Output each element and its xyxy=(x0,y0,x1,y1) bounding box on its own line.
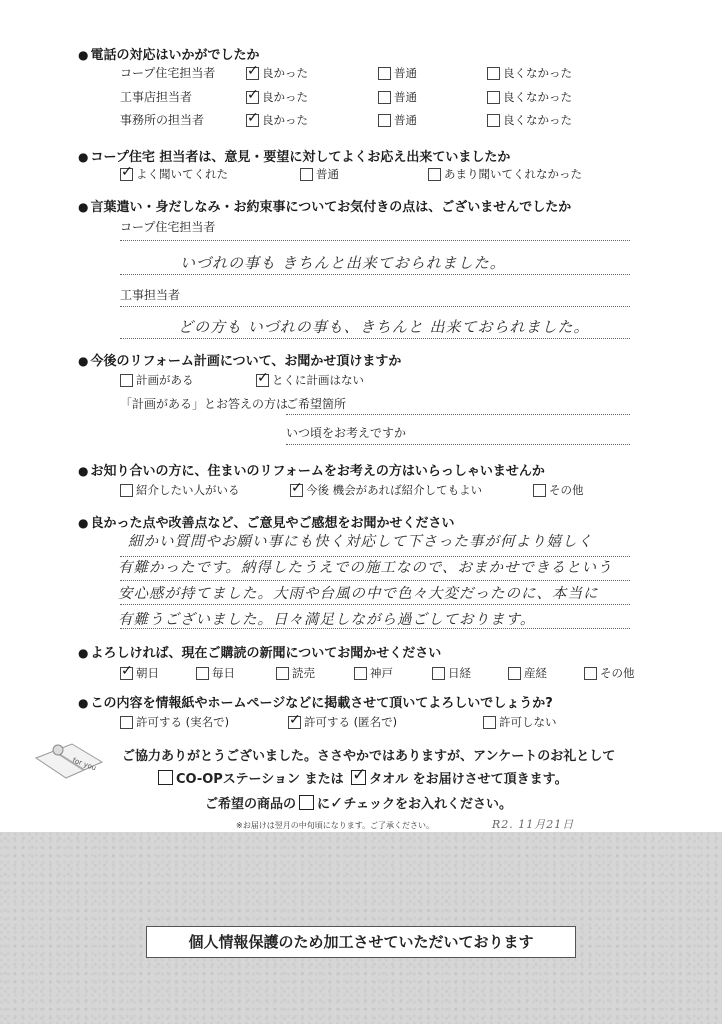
checkbox[interactable] xyxy=(354,667,367,680)
q4-followup: 「計画がある」とお答えの方は xyxy=(120,397,289,411)
example-box xyxy=(299,795,314,810)
option-label: その他 xyxy=(549,483,584,497)
q3-answer1: いづれの事も きちんと出来ておられました。 xyxy=(180,254,506,272)
q1-option[interactable] xyxy=(246,65,308,81)
q7-option[interactable] xyxy=(354,665,393,681)
option-label: 読売 xyxy=(292,666,315,680)
option-label: 日経 xyxy=(448,666,471,680)
checkbox[interactable] xyxy=(300,168,313,181)
q6-title: ● 良かった点や改善点など、ご意見やご感想をお聞かせください xyxy=(78,512,455,531)
option-label: 毎日 xyxy=(212,666,235,680)
q1-title: ● 電話の対応はいかがでしたか xyxy=(78,44,260,63)
q2-option-0[interactable] xyxy=(120,166,228,182)
option-label: 今後 機会があれば紹介してもよい xyxy=(306,483,483,497)
option-label: とくに計画はない xyxy=(272,373,364,387)
checkbox[interactable] xyxy=(432,667,445,680)
gift-tag-text: for you xyxy=(71,756,98,773)
q5-option-1[interactable] xyxy=(290,482,482,498)
privacy-notice: 個人情報保護のため加工させていただいております xyxy=(146,926,576,958)
q3-answer2: どの方も いづれの事も、きちんと 出来ておられました。 xyxy=(178,318,590,336)
checkbox[interactable] xyxy=(290,484,303,497)
option-label: 良かった xyxy=(262,90,308,104)
checkbox[interactable] xyxy=(120,716,133,729)
option-label: 許可する (実名で) xyxy=(136,715,230,729)
checkbox[interactable] xyxy=(378,114,391,127)
q8-option-0[interactable] xyxy=(120,714,229,730)
divider xyxy=(120,240,630,241)
q7-option[interactable] xyxy=(508,665,547,681)
q7-option[interactable] xyxy=(196,665,235,681)
checkbox[interactable] xyxy=(584,667,597,680)
q8-option-1[interactable] xyxy=(288,714,397,730)
q3-sub2: 工事担当者 xyxy=(120,288,181,302)
checkbox[interactable] xyxy=(246,114,259,127)
checkbox[interactable] xyxy=(256,374,269,387)
q1-row-label: 事務所の担当者 xyxy=(120,113,205,127)
q1-option[interactable] xyxy=(246,89,308,105)
q1-option[interactable] xyxy=(487,65,572,81)
q6-line: 有難うございました。日々満足しながら過ごしております。 xyxy=(118,612,536,628)
option-label: 良かった xyxy=(262,113,308,127)
q2-option-2[interactable] xyxy=(428,166,582,182)
thanks-line2 xyxy=(155,768,568,787)
q6-line: 細かい質問やお願い事にも快く対応して下さった事が何より嬉しく xyxy=(128,534,593,550)
q7-title: ● よろしければ、現在ご購読の新聞についてお聞かせください xyxy=(78,642,441,661)
option-label: 良くなかった xyxy=(503,90,572,104)
checkbox[interactable] xyxy=(246,67,259,80)
q1-option[interactable] xyxy=(487,89,572,105)
place-input-line[interactable] xyxy=(286,414,630,415)
q5-option-2[interactable] xyxy=(533,482,584,498)
checkbox[interactable] xyxy=(487,91,500,104)
q7-option[interactable] xyxy=(432,665,471,681)
q3-sub1: コープ住宅担当者 xyxy=(120,220,216,234)
checkbox[interactable] xyxy=(533,484,546,497)
checkbox[interactable] xyxy=(276,667,289,680)
checkbox[interactable] xyxy=(487,67,500,80)
checkbox[interactable] xyxy=(483,716,496,729)
option-label: 産経 xyxy=(524,666,547,680)
q2-title: ● コープ住宅 担当者は、意見・要望に対してよくお応え出来ていましたか xyxy=(78,146,510,165)
thanks-line3 xyxy=(205,793,512,812)
gift2-checkbox[interactable] xyxy=(351,770,366,785)
q7-option[interactable] xyxy=(276,665,315,681)
checkbox[interactable] xyxy=(288,716,301,729)
q4-when-label: いつ頃をお考えですか xyxy=(286,426,407,440)
checkbox[interactable] xyxy=(428,168,441,181)
checkbox[interactable] xyxy=(378,91,391,104)
q4-option-0[interactable] xyxy=(120,372,194,388)
checkbox[interactable] xyxy=(487,114,500,127)
divider xyxy=(120,338,630,339)
q5-title: ● お知り合いの方に、住まいのリフォームをお考えの方はいらっしゃいませんか xyxy=(78,460,545,479)
gift2-label: タオル xyxy=(369,772,409,787)
divider xyxy=(120,274,630,275)
divider xyxy=(120,306,630,307)
checkbox[interactable] xyxy=(120,667,133,680)
checkbox[interactable] xyxy=(120,374,133,387)
option-label: 普通 xyxy=(394,66,417,80)
checkbox[interactable] xyxy=(508,667,521,680)
divider xyxy=(120,580,630,581)
q4-option-1[interactable] xyxy=(256,372,364,388)
when-input-line[interactable] xyxy=(286,444,630,445)
checkbox[interactable] xyxy=(196,667,209,680)
q1-option[interactable] xyxy=(378,112,417,128)
delivery-note: ※お届けは翌月の中旬頃になります。ご了承ください。 xyxy=(236,821,435,830)
checkbox[interactable] xyxy=(378,67,391,80)
q6-line: 安心感が持てました。大雨や台風の中で色々大変だったのに、本当に xyxy=(118,586,599,602)
line3-tail: チェックをお入れください。 xyxy=(343,797,513,812)
gift1-checkbox[interactable] xyxy=(158,770,173,785)
option-label: 良かった xyxy=(262,66,308,80)
thanks-line2-tail: をお届けさせて頂きます。 xyxy=(412,772,568,787)
option-label: 紹介したい人がいる xyxy=(136,483,240,497)
checkbox[interactable] xyxy=(246,91,259,104)
option-label: 神戸 xyxy=(370,666,393,680)
check-mark-icon: ✓ xyxy=(330,793,344,812)
option-label: 計画がある xyxy=(136,373,194,387)
q1-row-label: コープ住宅担当者 xyxy=(120,66,216,80)
q1-row-label: 工事店担当者 xyxy=(120,90,193,104)
gift1-label: CO-OPステーション xyxy=(176,772,301,787)
option-label: その他 xyxy=(600,666,635,680)
q3-title: ● 言葉遣い・身だしなみ・お約束事についてお気付きの点は、ございませんでしたか xyxy=(78,196,571,215)
line3-head: ご希望の商品の xyxy=(205,797,297,812)
date-scrawl: R2. 11月21日 xyxy=(492,818,575,831)
option-label: よく聞いてくれた xyxy=(136,167,228,181)
q1-option[interactable] xyxy=(487,112,572,128)
checkbox[interactable] xyxy=(120,168,133,181)
option-label: 良くなかった xyxy=(503,66,572,80)
divider xyxy=(120,604,630,605)
or-label: または xyxy=(304,772,344,787)
q1-option[interactable] xyxy=(378,65,417,81)
option-label: 許可する (匿名で) xyxy=(304,715,398,729)
q6-line: 有難かったです。納得したうえでの施工なので、おまかせできるという xyxy=(118,560,613,576)
gift-box-icon xyxy=(28,738,106,786)
q1-option[interactable] xyxy=(378,89,417,105)
option-label: 許可しない xyxy=(499,715,557,729)
q8-option-2[interactable] xyxy=(483,714,557,730)
option-label: 普通 xyxy=(394,90,417,104)
q7-option[interactable] xyxy=(120,665,159,681)
option-label: あまり聞いてくれなかった xyxy=(444,167,582,181)
q4-place-label: ご希望箇所 xyxy=(286,397,347,411)
thanks-line1: ご協力ありがとうございました。ささやかではありますが、アンケートのお礼として xyxy=(122,749,616,764)
option-label: 普通 xyxy=(316,167,339,181)
checkbox[interactable] xyxy=(120,484,133,497)
option-label: 朝日 xyxy=(136,666,159,680)
option-label: 普通 xyxy=(394,113,417,127)
option-label: 良くなかった xyxy=(503,113,572,127)
q8-title: ● この内容を情報紙やホームページなどに掲載させて頂いてよろしいでしょうか? xyxy=(78,692,553,711)
q1-option[interactable] xyxy=(246,112,308,128)
line3-mid: に xyxy=(317,797,331,812)
q7-option[interactable] xyxy=(584,665,635,681)
q2-option-1[interactable] xyxy=(300,166,339,182)
q5-option-0[interactable] xyxy=(120,482,240,498)
q4-title: ● 今後のリフォーム計画について、お聞かせ頂けますか xyxy=(78,350,401,369)
